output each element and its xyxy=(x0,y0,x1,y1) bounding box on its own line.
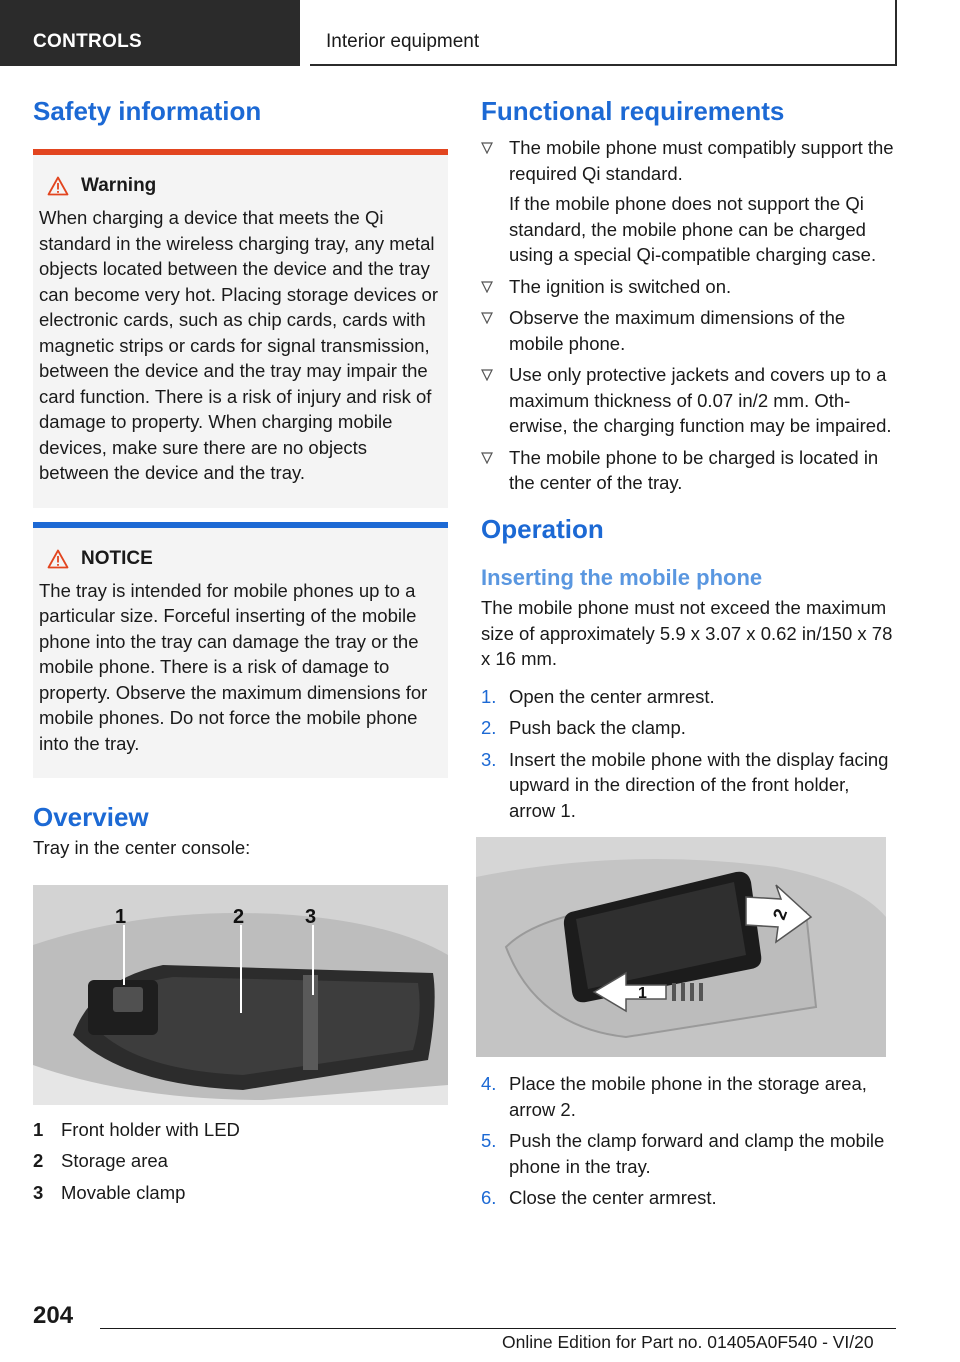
inserting-text: The mobile phone must not exceed the maximum size of approximately 5.9 x 3.07 x 0.62 in/150 x 78 x 16 mm. xyxy=(481,597,893,670)
legend-item xyxy=(33,1180,448,1206)
requirement-text: Use only protective jackets and covers up to a maximum thickness of 0.07 in/2 mm. Otherwise, the charging function may be impaired. xyxy=(509,364,892,437)
overview-text: Tray in the center console: xyxy=(33,837,251,859)
requirement-text: The ignition is switched on. xyxy=(509,275,732,297)
bullet-triangle-icon xyxy=(481,452,493,464)
step-item xyxy=(481,684,895,710)
notice-text: The tray is intended for mobile phones up to a particular size. Forceful inserting of the mobile phone into the tray can damage the tray or the mobile phone. There is a risk of damage to property. Observe the maximum dimensions for mobile phones. Do not force the mobile phone into the tray. xyxy=(39,579,428,754)
edition-text: Online Edition for Part no. 01405A0F540 - VI/20 xyxy=(502,1332,874,1352)
warning-box xyxy=(33,149,448,508)
safety-title: Safety information xyxy=(33,96,262,126)
legend-item xyxy=(33,1117,448,1143)
step-text: Push back the clamp. xyxy=(509,717,686,739)
overview-title: Overview xyxy=(33,802,149,833)
legend-text: Movable clamp xyxy=(61,1181,186,1203)
operation-title: Operation xyxy=(481,513,604,544)
legend-text: Storage area xyxy=(61,1150,168,1172)
steps-list-a xyxy=(481,684,895,824)
bullet-triangle-icon xyxy=(481,281,493,293)
figure-legend xyxy=(33,1117,448,1206)
functional-requirements-title: Functional requirements xyxy=(481,96,785,126)
page-number: 204 xyxy=(33,1302,74,1329)
chapter-tab xyxy=(310,0,897,66)
arrow-label-1: 1 xyxy=(638,985,647,1003)
step-text: Insert the mobile phone with the display facing upward in the direction of the front holder, arrow 1. xyxy=(509,748,889,821)
requirement-subtext: If the mobile phone does not support the Qi standard, the mobile phone can be charged using a special Qi-compatible charging case. xyxy=(509,193,877,266)
steps-list-b xyxy=(481,1071,895,1211)
step-text: Place the mobile phone in the storage area, arrow 2. xyxy=(509,1073,867,1120)
step-number: 3. xyxy=(481,748,497,770)
chapter-label: Interior equipment xyxy=(326,31,480,52)
notice-box xyxy=(33,522,448,779)
step-number: 2. xyxy=(481,717,497,739)
requirement-item xyxy=(481,274,895,300)
legend-key: 2 xyxy=(33,1150,44,1172)
step-item xyxy=(481,1128,895,1179)
tray-figure xyxy=(33,885,448,1105)
tray-label-1: 1 xyxy=(115,905,127,928)
requirement-text: Observe the maximum dimensions of the mobile phone. xyxy=(509,307,846,354)
notice-title-row xyxy=(39,548,442,570)
requirement-item xyxy=(481,135,895,268)
step-text: Push the clamp forward and clamp the mobile phone in the tray. xyxy=(509,1130,885,1177)
requirements-list xyxy=(481,135,895,496)
legend-key: 1 xyxy=(33,1118,44,1140)
requirement-item xyxy=(481,305,895,356)
step-number: 5. xyxy=(481,1130,497,1152)
step-number: 6. xyxy=(481,1187,497,1209)
legend-key: 3 xyxy=(33,1181,44,1203)
requirement-text: The mobile phone must compatibly support the required Qi standard. xyxy=(509,137,894,184)
tray-illustration xyxy=(33,885,448,1105)
inserting-title: Inserting the mobile phone xyxy=(481,564,763,590)
requirement-item xyxy=(481,362,895,439)
notice-icon xyxy=(47,549,69,569)
bullet-triangle-icon xyxy=(481,369,493,381)
step-number: 1. xyxy=(481,685,497,707)
step-number: 4. xyxy=(481,1073,497,1095)
step-text: Open the center armrest. xyxy=(509,685,715,707)
step-item xyxy=(481,1071,895,1122)
warning-icon xyxy=(47,176,69,196)
bullet-triangle-icon xyxy=(481,142,493,154)
bullet-triangle-icon xyxy=(481,312,493,324)
tray-label-3: 3 xyxy=(305,905,317,928)
left-column xyxy=(33,96,448,1211)
legend-item xyxy=(33,1148,448,1174)
step-item xyxy=(481,715,895,741)
warning-text: When charging a device that meets the Qi standard in the wireless charging tray, any metal objects located between the device and the tray can become very hot. Placing storage devices or electronic cards, such as chip cards, cards with magnetic strips or cards for signal transmission, between the device and the tray may impair the card function. There is a risk of injury and risk of damage to property. When charging mobile devices, make sure there are no objects between the device and the tray. xyxy=(39,207,438,484)
section-tab xyxy=(0,0,300,66)
notice-title: NOTICE xyxy=(81,547,153,569)
tray-label-2: 2 xyxy=(233,905,245,928)
right-column xyxy=(481,96,895,1217)
step-item xyxy=(481,747,895,824)
requirement-item xyxy=(481,445,895,496)
warning-title: Warning xyxy=(81,175,157,197)
warning-title-row xyxy=(39,175,442,197)
step-text: Close the center armrest. xyxy=(509,1187,717,1209)
requirement-text: The mobile phone to be charged is located in the center of the tray. xyxy=(509,446,879,494)
insert-phone-figure xyxy=(476,837,886,1057)
legend-text: Front holder with LED xyxy=(61,1118,240,1140)
footer-rule xyxy=(100,1328,896,1329)
arrow-label-2: 2 xyxy=(768,906,792,923)
step-item xyxy=(481,1185,895,1211)
insert-phone-illustration xyxy=(476,837,886,1057)
section-label: CONTROLS xyxy=(33,31,143,52)
